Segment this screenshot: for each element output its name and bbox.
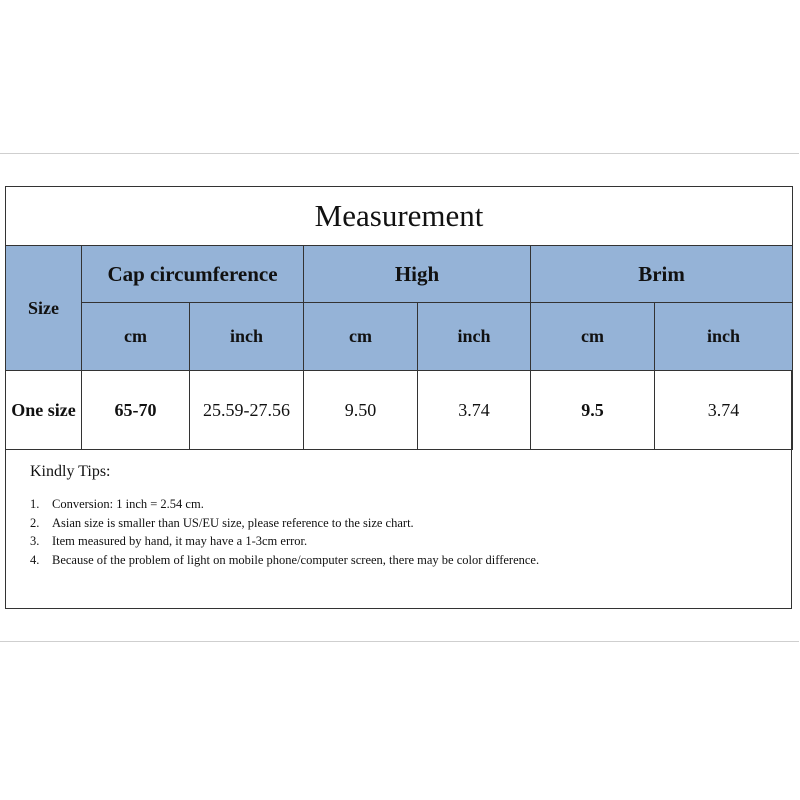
table-cell: 9.50 [304,371,418,450]
list-item [30,495,630,514]
table-cell: 3.74 [655,371,793,450]
list-item [30,551,630,570]
unit-header: inch [418,303,531,371]
tip-text: Conversion: 1 inch = 2.54 cm. [52,497,204,511]
kindly-tips [30,463,630,569]
unit-header: inch [655,303,793,371]
measurement-table [5,186,793,450]
unit-header: inch [190,303,304,371]
size-header: Size [6,246,82,371]
table-title: Measurement [6,187,793,246]
unit-header: cm [82,303,190,371]
brim-header: Brim [531,246,793,303]
list-item [30,532,630,551]
tips-list [30,495,630,569]
list-number: 3. [30,534,40,548]
table-row [6,371,793,450]
table-cell: 3.74 [418,371,531,450]
tip-text: Asian size is smaller than US/EU size, please reference to the size chart. [52,515,414,530]
cap-circumference-header: Cap circumference [82,246,304,303]
tip-text: Because of the problem of light on mobile phone/computer screen, there may be color difference. [52,552,540,567]
unit-header: cm [531,303,655,371]
list-number: 1. [30,497,40,511]
table-cell: 9.5 [531,371,655,450]
size-cell: One size [6,371,82,450]
list-item [30,514,630,533]
unit-header: cm [304,303,418,371]
table-cell: 65-70 [82,371,190,450]
list-number: 2. [30,515,40,530]
list-number: 4. [30,552,40,567]
tip-text: Item measured by hand, it may have a 1-3cm error. [52,534,308,548]
high-header: High [304,246,531,303]
table-cell: 25.59-27.56 [190,371,304,450]
tips-title: Kindly Tips: [30,463,111,480]
